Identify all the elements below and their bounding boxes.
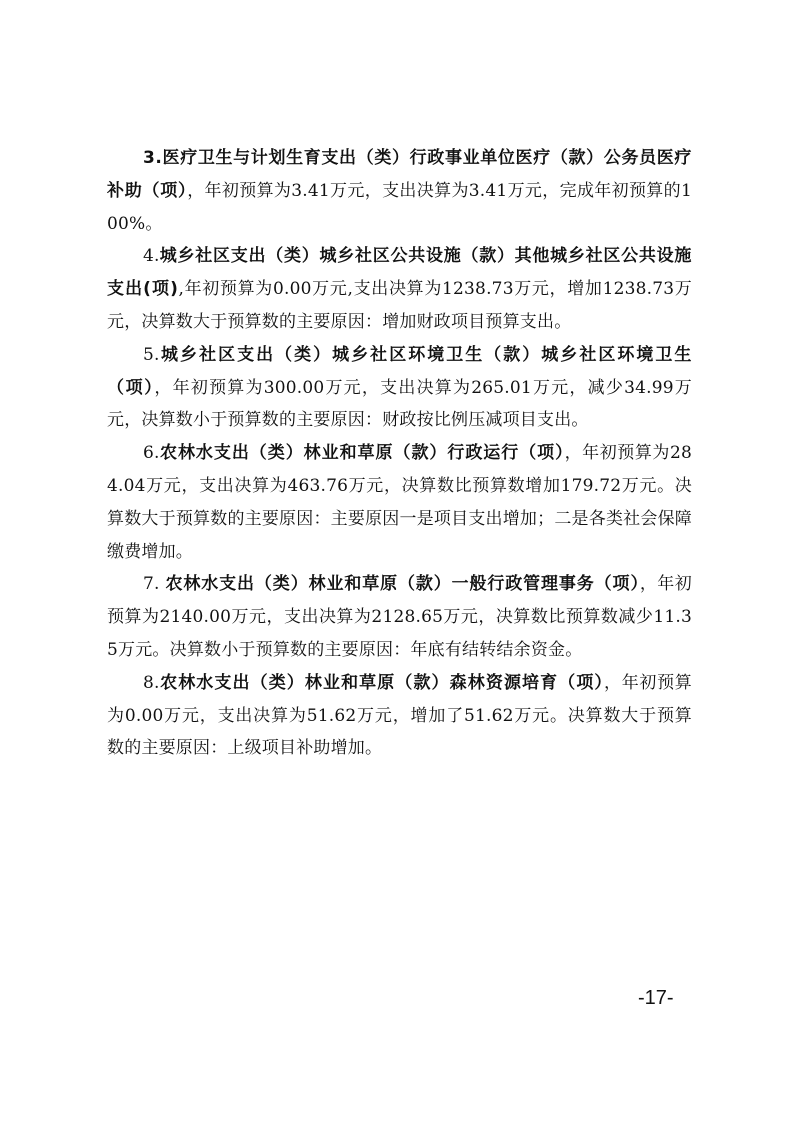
paragraph-8 [107, 667, 692, 765]
paragraph-4-number: 4. [143, 246, 160, 267]
paragraph-7-body: ，年初预算为2140.00万元，支出决算为2128.65万元，决算数比预算数减少11.35万元。决算数小于预算数的主要原因：年底有结转结余资金。 [107, 574, 692, 660]
paragraph-7-heading: 农林水支出（类）林业和草原（款）一般行政管理事务（项） [165, 574, 640, 595]
paragraph-8-body: ，年初预算为0.00万元，支出决算为51.62万元，增加了51.62万元。决算数大于预算数的主要原因：上级项目补助增加。 [107, 672, 692, 759]
paragraph-3-number: 3. [143, 148, 163, 168]
paragraph-7-number: 7. [143, 574, 166, 595]
document-body [107, 142, 692, 765]
paragraph-3-heading: 医疗卫生与计划生育支出（类）行政事业单位医疗（款）公务员医疗补助（项） [107, 148, 692, 201]
paragraph-4 [107, 240, 692, 338]
page-number: -17- [638, 987, 674, 1009]
paragraph-8-heading: 农林水支出（类）林业和草原（款）森林资源培育（项） [159, 672, 605, 693]
paragraph-5 [107, 339, 692, 437]
paragraph-5-heading: 城乡社区支出（类）城乡社区环境卫生（款）城乡社区环境卫生（项） [107, 344, 692, 398]
paragraph-6-heading: 农林水支出（类）林业和草原（款）行政运行（项） [159, 443, 565, 464]
paragraph-3-body: ，年初预算为3.41万元，支出决算为3.41万元，完成年初预算的100%。 [107, 180, 693, 234]
paragraph-3 [107, 142, 692, 240]
paragraph-6-body: ，年初预算为284.04万元，支出决算为463.76万元，决算数比预算数增加179.72万元。决算数大于预算数的主要原因：主要原因一是项目支出增加；二是各类社会保障缴费增加。 [107, 443, 692, 562]
paragraph-5-number: 5. [143, 344, 160, 365]
paragraph-4-heading: 城乡社区支出（类）城乡社区公共设施（款）其他城乡社区公共设施支出(项) [107, 246, 692, 300]
paragraph-6 [107, 437, 692, 568]
paragraph-4-body: ,年初预算为0.00万元,支出决算为1238.73万元，增加1238.73万元，决算数大于预算数的主要原因：增加财政项目预算支出。 [107, 279, 692, 332]
paragraph-6-number: 6. [143, 443, 160, 464]
paragraph-8-number: 8. [143, 672, 160, 693]
paragraph-5-body: ，年初预算为300.00万元，支出决算为265.01万元，减少34.99万元，决算数小于预算数的主要原因：财政按比例压减项目支出。 [107, 377, 692, 431]
paragraph-7 [107, 568, 692, 666]
